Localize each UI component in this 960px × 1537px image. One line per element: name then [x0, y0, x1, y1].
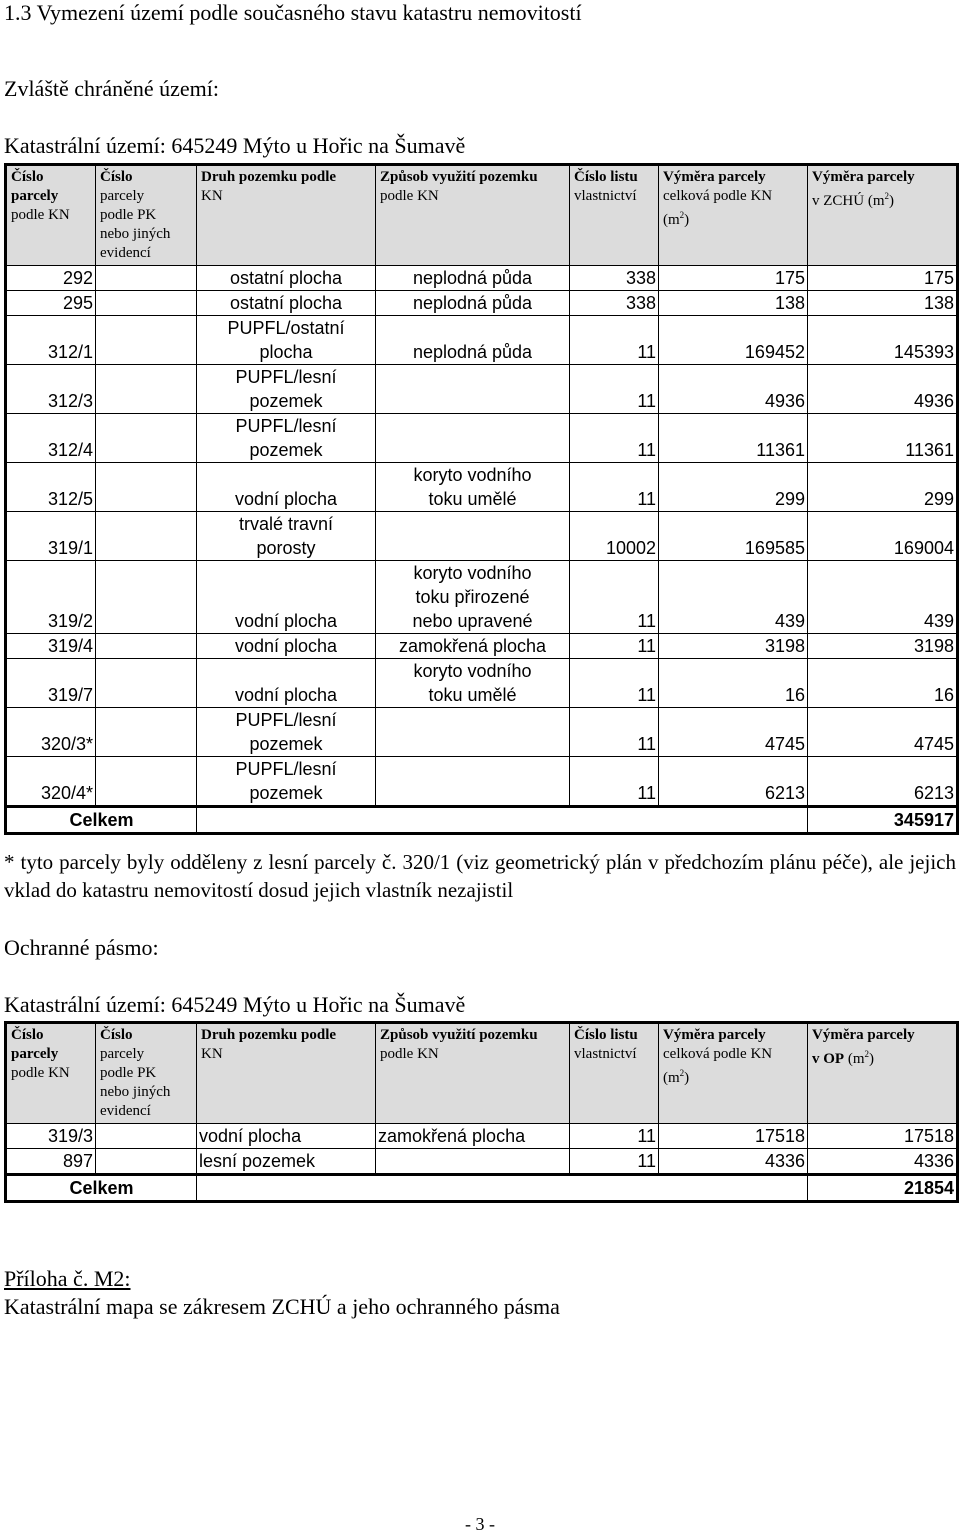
cell-celkova: 138: [659, 291, 808, 316]
cell-lv: 11: [570, 365, 659, 414]
header-kn: Číslo parcely podle KN: [6, 1023, 96, 1124]
cell-lv: 338: [570, 291, 659, 316]
appendix-title-text: Příloha č. M2:: [4, 1266, 131, 1291]
cell-kn: 312/4: [6, 414, 96, 463]
cell-druh: ostatní plocha: [197, 291, 376, 316]
op-heading: Ochranné pásmo:: [4, 935, 159, 960]
cell-pk: [96, 365, 197, 414]
cell-pk: [96, 659, 197, 708]
header-pk: Číslo parcely podle PK nebo jiných evidencí: [96, 165, 197, 266]
cell-lv: 11: [570, 463, 659, 512]
section-title: 1.3 Vymezení území podle současného stavu katastru nemovitostí: [4, 0, 582, 25]
cell-celkova: 16: [659, 659, 808, 708]
cell-kn: 319/2: [6, 561, 96, 634]
cell-lv: 11: [570, 757, 659, 807]
table-row: [6, 1124, 958, 1149]
cell-kn: 319/7: [6, 659, 96, 708]
cell-druh: PUPFL/lesní pozemek: [197, 365, 376, 414]
cell-druh: PUPFL/lesní pozemek: [197, 708, 376, 757]
footnote: * tyto parcely byly odděleny z lesní parcely č. 320/1 (viz geometrický plán v předchozím plánu péče), ale jejich vklad do katastru nemovitostí dosud jejich vlastník nezajistil: [4, 850, 956, 902]
cell-lv: 11: [570, 1124, 659, 1149]
table-row: [6, 365, 958, 414]
header-lv: Číslo listu vlastnictví: [570, 165, 659, 266]
cell-celkova: 4336: [659, 1149, 808, 1175]
cell-lv: 11: [570, 414, 659, 463]
table-row: [6, 316, 958, 365]
cell-zpusob: neplodná půda: [376, 291, 570, 316]
cell-pk: [96, 512, 197, 561]
cell-celkova: 11361: [659, 414, 808, 463]
cell-druh: PUPFL/lesní pozemek: [197, 757, 376, 807]
cell-celkova: 3198: [659, 634, 808, 659]
header-druh: Druh pozemku podle KN: [197, 1023, 376, 1124]
total-label: Celkem: [6, 1175, 197, 1202]
cell-druh: trvalé travní porosty: [197, 512, 376, 561]
cell-druh: PUPFL/lesní pozemek: [197, 414, 376, 463]
cadastre-line-2: [4, 992, 465, 1018]
cell-druh: vodní plocha: [197, 1124, 376, 1149]
cell-pk: [96, 291, 197, 316]
total-label: Celkem: [6, 807, 197, 834]
cell-zchu: 169004: [808, 512, 958, 561]
cell-zchu: 4936: [808, 365, 958, 414]
header-druh: Druh pozemku podle KN: [197, 165, 376, 266]
header-zpusob: Způsob využití pozemku podle KN: [376, 1023, 570, 1124]
cell-zchu: 6213: [808, 757, 958, 807]
table-row: [6, 512, 958, 561]
cell-kn: 312/3: [6, 365, 96, 414]
cell-zpusob: neplodná půda: [376, 316, 570, 365]
cell-zpusob: [376, 365, 570, 414]
appendix-title: [4, 1266, 131, 1292]
zchu-parcel-table: [4, 163, 959, 835]
table-row: [6, 266, 958, 291]
cell-zchu: 4745: [808, 708, 958, 757]
cell-kn: 897: [6, 1149, 96, 1175]
cell-pk: [96, 463, 197, 512]
cell-kn: 320/3*: [6, 708, 96, 757]
cell-zpusob: neplodná půda: [376, 266, 570, 291]
cell-celkova: 439: [659, 561, 808, 634]
cell-celkova: 299: [659, 463, 808, 512]
cell-celkova: 6213: [659, 757, 808, 807]
cell-kn: 292: [6, 266, 96, 291]
header-kn: Číslo parcely podle KN: [6, 165, 96, 266]
table-total-row: [6, 807, 958, 834]
cell-celkova: 169452: [659, 316, 808, 365]
cell-druh: ostatní plocha: [197, 266, 376, 291]
zchu-heading: Zvláště chráněné území:: [4, 76, 220, 101]
cell-lv: 338: [570, 266, 659, 291]
header-celkova: Výměra parcely celková podle KN $(m^2)$: [659, 1023, 808, 1124]
cell-celkova: 175: [659, 266, 808, 291]
cell-pk: [96, 316, 197, 365]
cell-kn: 319/4: [6, 634, 96, 659]
table-row: [6, 291, 958, 316]
cell-druh: PUPFL/ostatní plocha: [197, 316, 376, 365]
cell-kn: 319/1: [6, 512, 96, 561]
table-header-row: [6, 165, 958, 266]
cell-lv: 11: [570, 659, 659, 708]
table-row: [6, 561, 958, 634]
cell-kn: 319/3: [6, 1124, 96, 1149]
cell-kn: 312/1: [6, 316, 96, 365]
cell-kn: 295: [6, 291, 96, 316]
cell-zpusob: [376, 708, 570, 757]
cell-zchu: 439: [808, 561, 958, 634]
cell-druh: lesní pozemek: [197, 1149, 376, 1175]
cell-zchu: 11361: [808, 414, 958, 463]
cell-celkova: 4745: [659, 708, 808, 757]
table-row: [6, 757, 958, 807]
cell-pk: [96, 757, 197, 807]
table-row: [6, 659, 958, 708]
header-zpusob: Způsob využití pozemku podle KN: [376, 165, 570, 266]
cadastre-label: Katastrální území:: [4, 992, 166, 1017]
cell-pk: [96, 708, 197, 757]
table-row: [6, 634, 958, 659]
page-number: - 3 -: [465, 1514, 495, 1534]
cell-kn: 312/5: [6, 463, 96, 512]
cell-pk: [96, 414, 197, 463]
cell-zpusob: [376, 757, 570, 807]
total-value: 21854: [808, 1175, 958, 1202]
cell-pk: [96, 634, 197, 659]
cell-celkova: 17518: [659, 1124, 808, 1149]
cell-lv: 11: [570, 1149, 659, 1175]
total-empty: [197, 1175, 808, 1202]
cadastre-value: 645249 Mýto u Hořic na Šumavě: [171, 133, 466, 158]
table-row: [6, 414, 958, 463]
cell-op: 17518: [808, 1124, 958, 1149]
header-zchu: Výměra parcely v ZCHÚ $(m^2)$: [808, 165, 958, 266]
cell-zpusob: [376, 1149, 570, 1175]
cell-zpusob: zamokřená plocha: [376, 634, 570, 659]
cell-lv: 11: [570, 708, 659, 757]
cell-druh: vodní plocha: [197, 463, 376, 512]
cell-celkova: 169585: [659, 512, 808, 561]
cell-zpusob: koryto vodního toku umělé: [376, 463, 570, 512]
cell-celkova: 4936: [659, 365, 808, 414]
cell-zchu: 16: [808, 659, 958, 708]
cell-op: 4336: [808, 1149, 958, 1175]
op-parcel-table: [4, 1021, 959, 1203]
cell-pk: [96, 1124, 197, 1149]
header-pk: Číslo parcely podle PK nebo jiných evidencí: [96, 1023, 197, 1124]
cell-pk: [96, 266, 197, 291]
appendix-text: Katastrální mapa se zákresem ZCHÚ a jeho ochranného pásma: [4, 1294, 560, 1319]
table-row: [6, 708, 958, 757]
cell-lv: 11: [570, 316, 659, 365]
cell-zpusob: [376, 512, 570, 561]
cell-zpusob: koryto vodního toku umělé: [376, 659, 570, 708]
table-header-row: [6, 1023, 958, 1124]
cell-druh: vodní plocha: [197, 561, 376, 634]
header-lv: Číslo listu vlastnictví: [570, 1023, 659, 1124]
cell-zchu: 145393: [808, 316, 958, 365]
table-row: [6, 1149, 958, 1175]
cadastre-line-1: [4, 133, 465, 159]
table-total-row: [6, 1175, 958, 1202]
cell-lv: 10002: [570, 512, 659, 561]
cell-druh: vodní plocha: [197, 634, 376, 659]
cell-zpusob: koryto vodního toku přirozené nebo upravené: [376, 561, 570, 634]
header-celkova: Výměra parcely celková podle KN $(m^2)$: [659, 165, 808, 266]
cell-kn: 320/4*: [6, 757, 96, 807]
cell-zchu: 3198: [808, 634, 958, 659]
cell-zpusob: zamokřená plocha: [376, 1124, 570, 1149]
cell-lv: 11: [570, 561, 659, 634]
cell-zchu: 299: [808, 463, 958, 512]
cell-zpusob: [376, 414, 570, 463]
table-row: [6, 463, 958, 512]
cell-zchu: 175: [808, 266, 958, 291]
cadastre-label: Katastrální území:: [4, 133, 166, 158]
total-empty: [197, 807, 808, 834]
cell-pk: [96, 1149, 197, 1175]
cell-zchu: 138: [808, 291, 958, 316]
cadastre-value: 645249 Mýto u Hořic na Šumavě: [171, 992, 466, 1017]
cell-pk: [96, 561, 197, 634]
cell-lv: 11: [570, 634, 659, 659]
total-value: 345917: [808, 807, 958, 834]
header-op: Výměra parcely v OP $(m^2)$: [808, 1023, 958, 1124]
cell-druh: vodní plocha: [197, 659, 376, 708]
